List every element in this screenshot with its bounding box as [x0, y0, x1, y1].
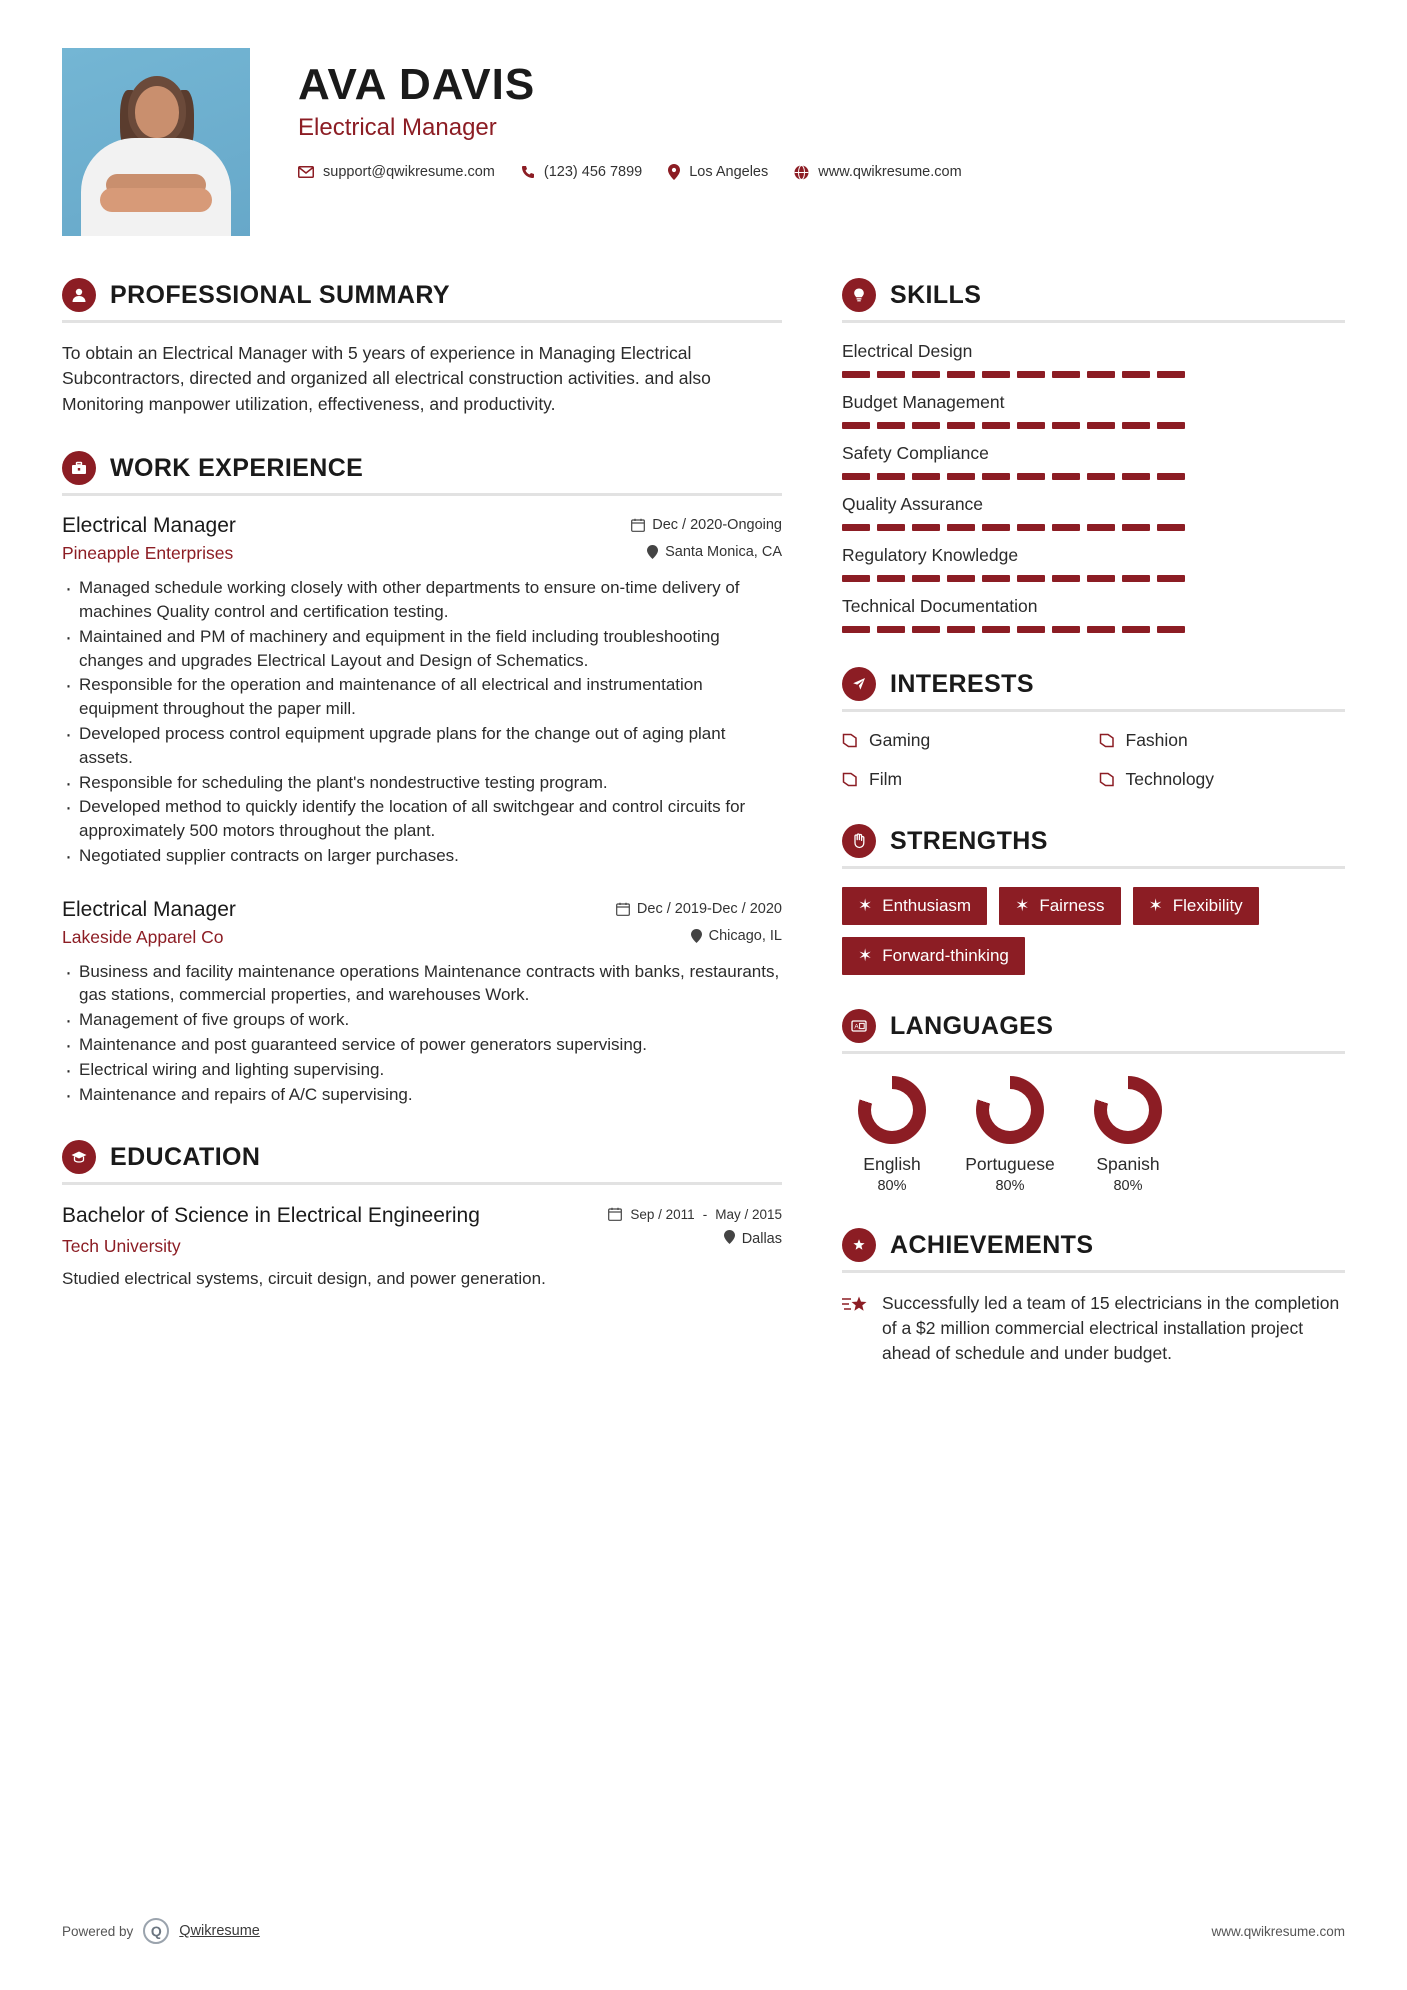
envelope-icon: [298, 166, 314, 178]
divider: [62, 493, 782, 496]
progress-ring: [858, 1076, 926, 1144]
phone-icon: [521, 165, 535, 179]
divider: [62, 320, 782, 323]
progress-ring: [976, 1076, 1044, 1144]
language-percent: 80%: [1113, 1178, 1143, 1194]
work-location: [691, 928, 782, 944]
left-column: [62, 278, 782, 1400]
work-company: Pineapple Enterprises: [62, 543, 234, 564]
skill-item: [842, 545, 1345, 582]
section-title: ACHIEVEMENTS: [890, 1230, 1094, 1259]
svg-text:A: A: [854, 1023, 859, 1031]
contact-location-text: Los Angeles: [689, 164, 769, 181]
qwikresume-logo-icon: Q: [143, 1918, 169, 1944]
skill-label: Quality Assurance: [842, 494, 984, 514]
list-item: · Developed method to quickly identify the location of all switchgear and control circuits for approximately 500 motors throughout the plant.: [62, 795, 782, 843]
language-percent: 80%: [995, 1178, 1025, 1194]
book-icon: [1099, 772, 1115, 787]
book-icon: [842, 733, 858, 748]
divider: [842, 1051, 1345, 1054]
education-dash: -: [702, 1207, 708, 1223]
list-item: · Management of five groups of work.: [62, 1008, 782, 1032]
shooting-star-icon: [842, 1291, 868, 1321]
summary-text: To obtain an Electrical Manager with 5 years of experience in Managing Electrical Subcontractors, directed and organized all electrical construction activities. and also Monitoring manpower utilization, effectiveness, and productivity.: [62, 343, 711, 414]
sparkle-icon: ✶: [1015, 896, 1030, 915]
work-dates: [616, 901, 782, 917]
list-item: · Managed schedule working closely with other departments to ensure on-time delivery of machines Quality control and certification testing.: [62, 576, 782, 624]
sparkle-icon: ✶: [858, 946, 873, 965]
resume-header: [62, 48, 1345, 236]
work-bullets: [62, 960, 782, 1107]
achievement-item: [842, 1291, 1345, 1366]
section-interests: [842, 667, 1345, 790]
paper-plane-icon: [842, 667, 876, 701]
skill-meter: [842, 422, 1345, 429]
work-location-text: Santa Monica, CA: [665, 544, 782, 561]
calendar-icon: [616, 902, 630, 916]
location-pin-icon: [668, 164, 680, 180]
strength-item: [842, 887, 987, 925]
education-location-text: Dallas: [741, 1230, 782, 1247]
star-badge-icon: [842, 1228, 876, 1262]
interest-label: Fashion: [1125, 730, 1188, 750]
skill-label: Safety Compliance: [842, 443, 989, 463]
language-name: Spanish: [1096, 1154, 1160, 1174]
qwikresume-brand-link[interactable]: Qwikresume: [179, 1923, 260, 1939]
translate-icon: [842, 1009, 876, 1043]
section-title: SKILLS: [890, 280, 982, 309]
work-item: [62, 514, 782, 868]
section-title: WORK EXPERIENCE: [110, 453, 364, 482]
globe-icon: [794, 165, 809, 180]
list-item: · Electrical wiring and lighting supervising.: [62, 1058, 782, 1082]
strength-item: [842, 937, 1025, 975]
skill-meter: [842, 473, 1345, 480]
work-item: [62, 898, 782, 1107]
graduation-cap-icon: [62, 1140, 96, 1174]
divider: [842, 1270, 1345, 1273]
skill-item: [842, 596, 1345, 633]
list-item: · Maintained and PM of machinery and equipment in the field including troubleshooting changes and upgrades Electrical Layout and Design of Schematics.: [62, 625, 782, 673]
language-item: [842, 1072, 942, 1194]
skill-meter: [842, 575, 1345, 582]
skill-label: Technical Documentation: [842, 596, 1038, 616]
language-name: Portuguese: [965, 1154, 1055, 1174]
skill-item: [842, 392, 1345, 429]
section-title: INTERESTS: [890, 669, 1034, 698]
language-list: [842, 1072, 1345, 1194]
contact-website-text: www.qwikresume.com: [818, 164, 962, 181]
interest-label: Film: [869, 769, 903, 789]
powered-by-label: Powered by: [62, 1923, 134, 1939]
skill-item: [842, 443, 1345, 480]
sparkle-icon: ✶: [1148, 896, 1163, 915]
divider: [842, 320, 1345, 323]
sparkle-icon: ✶: [858, 896, 873, 915]
header-job-title: Electrical Manager: [298, 114, 497, 142]
section-languages: [842, 1009, 1345, 1194]
skill-label: Regulatory Knowledge: [842, 545, 1019, 565]
page-title: AVA DAVIS: [298, 60, 536, 109]
section-title: STRENGTHS: [890, 826, 1048, 855]
location-pin-icon: [691, 929, 702, 943]
section-title: LANGUAGES: [890, 1011, 1054, 1040]
interest-label: Gaming: [869, 730, 931, 750]
powered-by: [62, 1918, 260, 1944]
progress-ring: [1094, 1076, 1162, 1144]
contact-list: [298, 164, 1345, 180]
skill-item: [842, 494, 1345, 531]
list-item: · Maintenance and post guaranteed service of power generators supervising.: [62, 1033, 782, 1057]
hand-icon: [842, 824, 876, 858]
achievement-text: Successfully led a team of 15 electricians in the completion of a $2 million commercial electrical installation project ahead of schedule and under budget.: [882, 1293, 1340, 1363]
contact-location: [668, 164, 768, 180]
book-icon: [1099, 733, 1115, 748]
language-name: English: [863, 1154, 921, 1174]
skill-meter: [842, 626, 1345, 633]
education-dates: [608, 1203, 782, 1224]
section-achievements: [842, 1228, 1345, 1366]
education-degree: Bachelor of Science in Electrical Engineering: [62, 1204, 480, 1228]
language-percent: 80%: [877, 1178, 907, 1194]
interest-item: [842, 730, 1089, 751]
skill-meter: [842, 371, 1345, 378]
contact-phone-text: (123) 456 7899: [543, 164, 643, 181]
work-dates: [631, 517, 782, 533]
language-item: [960, 1072, 1060, 1194]
strength-list: [842, 887, 1345, 975]
section-title: PROFESSIONAL SUMMARY: [110, 280, 450, 309]
work-company: Lakeside Apparel Co: [62, 926, 224, 947]
education-item: [62, 1203, 782, 1229]
work-dates-text: Dec / 2019-Dec / 2020: [636, 900, 782, 917]
strength-label: Forward-thinking: [882, 946, 1009, 965]
work-role: Electrical Manager: [62, 514, 236, 538]
education-school: Tech University: [62, 1235, 181, 1256]
skill-item: [842, 341, 1345, 378]
list-item: · Business and facility maintenance operations Maintenance contracts with banks, restaurants, gas stations, commercial properties, and warehouses Work.: [62, 960, 782, 1008]
list-item: · Responsible for the operation and maintenance of all electrical and instrumentation equipment throughout the paper mill.: [62, 673, 782, 721]
strength-item: [999, 887, 1120, 925]
location-pin-icon: [724, 1230, 735, 1248]
work-dates-text: Dec / 2020-Ongoing: [652, 517, 782, 534]
lightbulb-icon: [842, 278, 876, 312]
person-icon: [62, 278, 96, 312]
footer-website[interactable]: www.qwikresume.com: [1211, 1923, 1345, 1939]
list-item: · Responsible for scheduling the plant's nondestructive testing program.: [62, 771, 782, 795]
divider: [842, 709, 1345, 712]
skill-meter: [842, 524, 1345, 531]
contact-phone[interactable]: [521, 164, 642, 180]
section-title: EDUCATION: [110, 1142, 261, 1171]
skill-label: Budget Management: [842, 392, 1005, 412]
section-work-experience: [62, 451, 782, 1106]
list-item: · Negotiated supplier contracts on larger purchases.: [62, 844, 782, 868]
list-item: · Maintenance and repairs of A/C supervising.: [62, 1083, 782, 1107]
work-location: [647, 544, 782, 560]
briefcase-icon: [62, 451, 96, 485]
interest-item: [842, 769, 1089, 790]
location-pin-icon: [647, 545, 658, 559]
skill-label: Electrical Design: [842, 341, 973, 361]
language-item: [1078, 1072, 1178, 1194]
section-skills: [842, 278, 1345, 633]
strength-item: [1133, 887, 1259, 925]
work-bullets: [62, 576, 782, 868]
footer: [62, 1918, 1345, 1944]
book-icon: [842, 772, 858, 787]
header-text: [250, 48, 1345, 180]
contact-email-text: support@qwikresume.com: [323, 164, 495, 181]
section-education: [62, 1140, 782, 1288]
divider: [842, 866, 1345, 869]
strength-label: Flexibility: [1172, 896, 1243, 915]
interest-item: [1099, 730, 1346, 751]
education-location: [724, 1230, 782, 1248]
work-location-text: Chicago, IL: [708, 927, 782, 944]
calendar-icon: [631, 518, 645, 532]
list-item: · Developed process control equipment upgrade plans for the change out of aging plant assets.: [62, 722, 782, 770]
right-column: [842, 278, 1345, 1400]
contact-email[interactable]: [298, 164, 495, 180]
education-end: May / 2015: [715, 1207, 782, 1223]
interest-list: [842, 730, 1345, 790]
strength-label: Enthusiasm: [882, 896, 972, 915]
strength-label: Fairness: [1039, 896, 1105, 915]
education-description: Studied electrical systems, circuit design, and power generation.: [62, 1268, 546, 1288]
section-professional-summary: [62, 278, 782, 417]
contact-website[interactable]: [794, 164, 961, 180]
interest-item: [1099, 769, 1346, 790]
section-strengths: [842, 824, 1345, 975]
interest-label: Technology: [1125, 769, 1215, 789]
resume-body: [62, 278, 1345, 1400]
calendar-icon: [608, 1207, 622, 1224]
work-role: Electrical Manager: [62, 897, 236, 921]
divider: [62, 1182, 782, 1185]
avatar: [62, 48, 250, 236]
education-start: Sep / 2011: [630, 1207, 695, 1223]
